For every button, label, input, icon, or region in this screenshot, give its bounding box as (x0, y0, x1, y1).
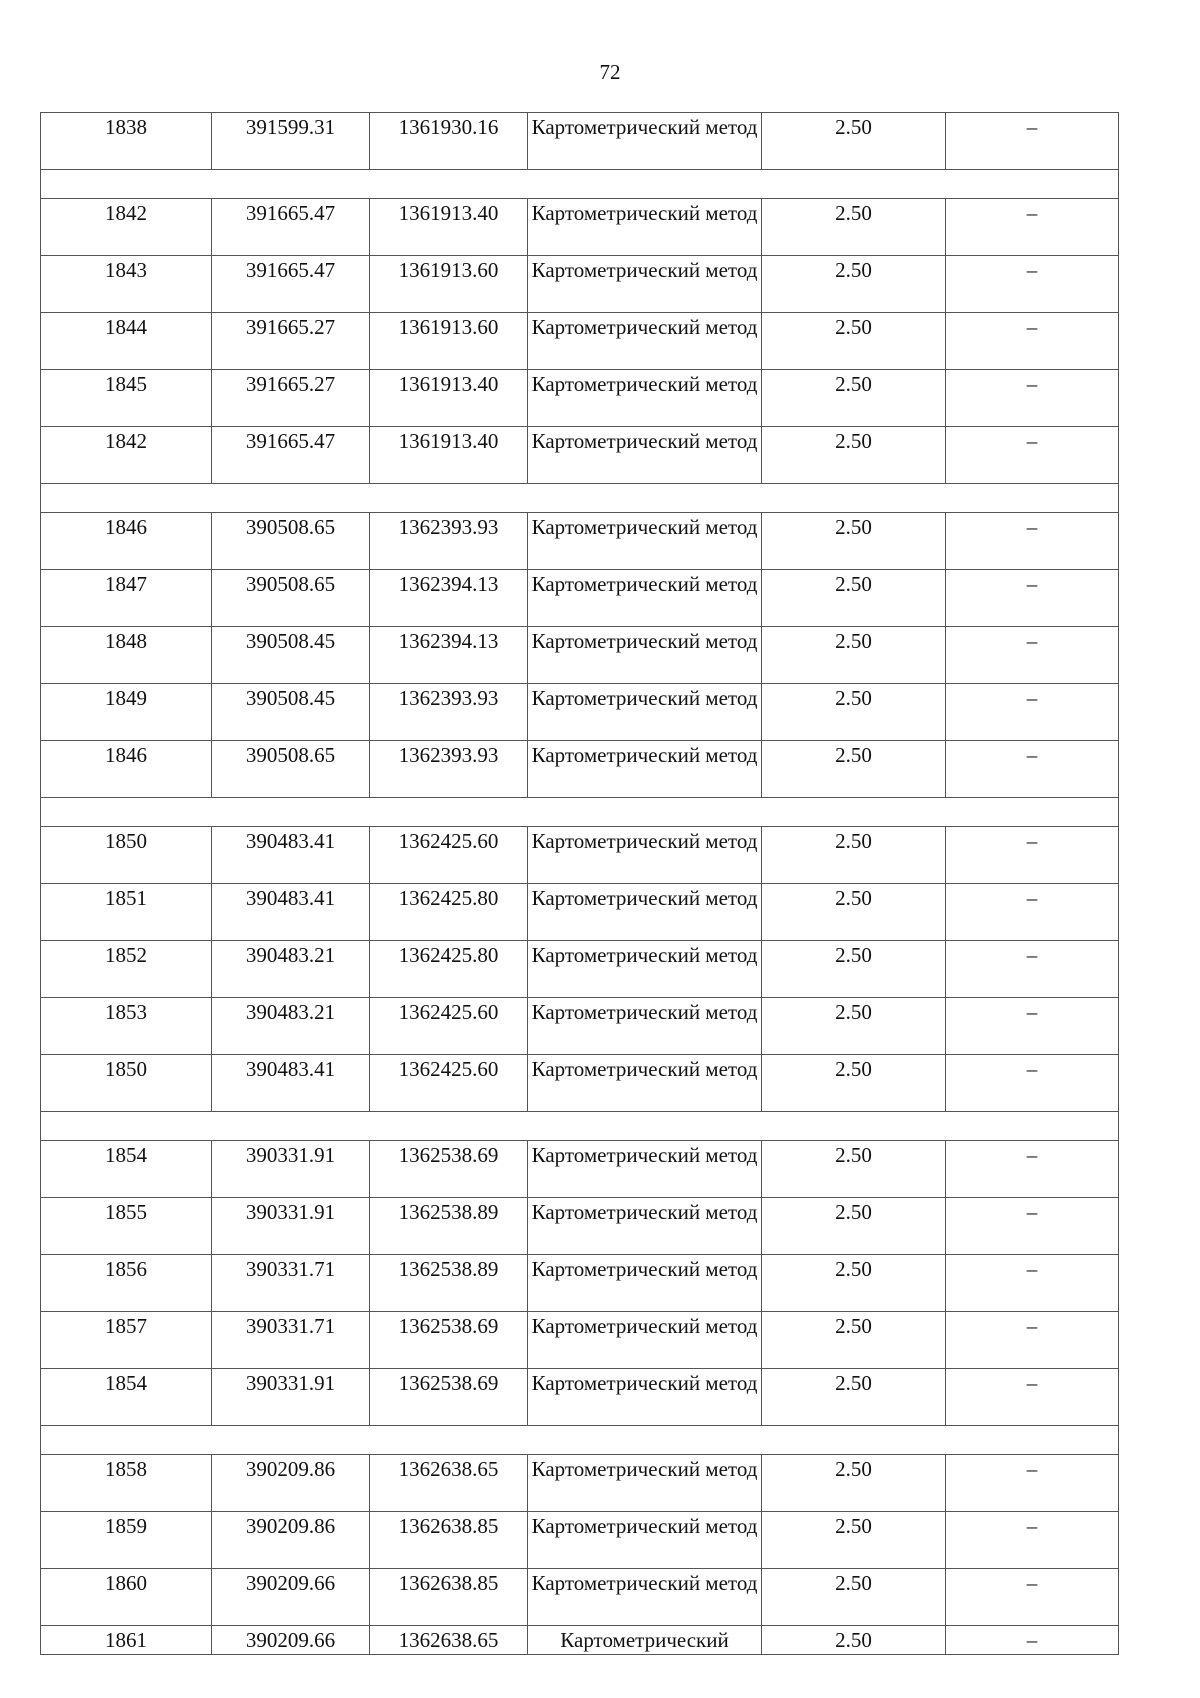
accuracy-cell: 2.50 (762, 1312, 946, 1369)
method-cell: Картометрический метод (528, 1312, 762, 1369)
accuracy-cell: 2.50 (762, 1198, 946, 1255)
x-coordinate-cell: 390209.66 (212, 1569, 370, 1626)
accuracy-cell: 2.50 (762, 313, 946, 370)
accuracy-cell: 2.50 (762, 827, 946, 884)
y-coordinate-cell: 1361913.40 (370, 427, 528, 484)
method-cell: Картометрический метод (528, 941, 762, 998)
accuracy-cell: 2.50 (762, 570, 946, 627)
method-cell: Картометрический метод (528, 256, 762, 313)
point-number-cell: 1846 (41, 741, 212, 798)
method-cell: Картометрический метод (528, 313, 762, 370)
separator-row (41, 1112, 1119, 1141)
x-coordinate-cell: 391665.47 (212, 427, 370, 484)
point-number-cell: 1857 (41, 1312, 212, 1369)
description-cell: – (946, 313, 1119, 370)
y-coordinate-cell: 1362394.13 (370, 570, 528, 627)
y-coordinate-cell: 1361913.40 (370, 199, 528, 256)
x-coordinate-cell: 391665.27 (212, 370, 370, 427)
point-number-cell: 1854 (41, 1141, 212, 1198)
table-row (41, 998, 1119, 1055)
description-cell: – (946, 1626, 1119, 1655)
accuracy-cell: 2.50 (762, 1369, 946, 1426)
table-row (41, 1255, 1119, 1312)
point-number-cell: 1853 (41, 998, 212, 1055)
method-cell: Картометрический метод (528, 513, 762, 570)
accuracy-cell: 2.50 (762, 1569, 946, 1626)
description-cell: – (946, 199, 1119, 256)
description-cell: – (946, 741, 1119, 798)
y-coordinate-cell: 1362638.65 (370, 1455, 528, 1512)
method-cell: Картометрический метод (528, 1369, 762, 1426)
table-row (41, 427, 1119, 484)
y-coordinate-cell: 1362394.13 (370, 627, 528, 684)
page-number: 72 (599, 60, 621, 84)
method-cell: Картометрический метод (528, 684, 762, 741)
x-coordinate-cell: 390483.41 (212, 827, 370, 884)
accuracy-cell: 2.50 (762, 1626, 946, 1655)
point-number-cell: 1847 (41, 570, 212, 627)
y-coordinate-cell: 1362538.69 (370, 1369, 528, 1426)
table-row (41, 1512, 1119, 1569)
table-row (41, 1455, 1119, 1512)
accuracy-cell: 2.50 (762, 256, 946, 313)
method-cell: Картометрический метод (528, 427, 762, 484)
y-coordinate-cell: 1362538.89 (370, 1198, 528, 1255)
x-coordinate-cell: 391665.27 (212, 313, 370, 370)
point-number-cell: 1843 (41, 256, 212, 313)
table-row (41, 1569, 1119, 1626)
accuracy-cell: 2.50 (762, 199, 946, 256)
x-coordinate-cell: 391665.47 (212, 256, 370, 313)
table-row (41, 627, 1119, 684)
table-row (41, 741, 1119, 798)
separator-cell (41, 798, 1119, 827)
description-cell: – (946, 627, 1119, 684)
x-coordinate-cell: 390508.65 (212, 513, 370, 570)
accuracy-cell: 2.50 (762, 941, 946, 998)
table-row (41, 199, 1119, 256)
method-cell: Картометрический метод (528, 1455, 762, 1512)
description-cell: – (946, 256, 1119, 313)
y-coordinate-cell: 1361913.60 (370, 256, 528, 313)
method-cell: Картометрический метод (528, 884, 762, 941)
description-cell: – (946, 570, 1119, 627)
method-cell: Картометрический метод (528, 1255, 762, 1312)
accuracy-cell: 2.50 (762, 513, 946, 570)
method-cell: Картометрический метод (528, 1512, 762, 1569)
x-coordinate-cell: 390209.86 (212, 1455, 370, 1512)
point-number-cell: 1844 (41, 313, 212, 370)
accuracy-cell: 2.50 (762, 1055, 946, 1112)
point-number-cell: 1854 (41, 1369, 212, 1426)
description-cell: – (946, 941, 1119, 998)
method-cell: Картометрический метод (528, 570, 762, 627)
point-number-cell: 1859 (41, 1512, 212, 1569)
description-cell: – (946, 827, 1119, 884)
description-cell: – (946, 1198, 1119, 1255)
y-coordinate-cell: 1361930.16 (370, 113, 528, 170)
y-coordinate-cell: 1362538.69 (370, 1141, 528, 1198)
x-coordinate-cell: 391665.47 (212, 199, 370, 256)
point-number-cell: 1861 (41, 1626, 212, 1655)
table-row (41, 884, 1119, 941)
point-number-cell: 1838 (41, 113, 212, 170)
description-cell: – (946, 684, 1119, 741)
coordinates-table (40, 112, 1119, 1655)
y-coordinate-cell: 1362538.89 (370, 1255, 528, 1312)
y-coordinate-cell: 1361913.40 (370, 370, 528, 427)
separator-row (41, 484, 1119, 513)
table-row (41, 1312, 1119, 1369)
description-cell: – (946, 113, 1119, 170)
x-coordinate-cell: 390483.21 (212, 998, 370, 1055)
description-cell: – (946, 1569, 1119, 1626)
accuracy-cell: 2.50 (762, 113, 946, 170)
y-coordinate-cell: 1362638.85 (370, 1512, 528, 1569)
method-cell: Картометрический метод (528, 1141, 762, 1198)
point-number-cell: 1842 (41, 199, 212, 256)
x-coordinate-cell: 390331.71 (212, 1312, 370, 1369)
y-coordinate-cell: 1361913.60 (370, 313, 528, 370)
y-coordinate-cell: 1362638.85 (370, 1569, 528, 1626)
y-coordinate-cell: 1362393.93 (370, 684, 528, 741)
table-row (41, 570, 1119, 627)
separator-row (41, 798, 1119, 827)
point-number-cell: 1848 (41, 627, 212, 684)
description-cell: – (946, 1312, 1119, 1369)
description-cell: – (946, 513, 1119, 570)
x-coordinate-cell: 390508.45 (212, 684, 370, 741)
point-number-cell: 1850 (41, 827, 212, 884)
accuracy-cell: 2.50 (762, 427, 946, 484)
table-row (41, 941, 1119, 998)
accuracy-cell: 2.50 (762, 741, 946, 798)
y-coordinate-cell: 1362538.69 (370, 1312, 528, 1369)
y-coordinate-cell: 1362425.80 (370, 884, 528, 941)
x-coordinate-cell: 391599.31 (212, 113, 370, 170)
description-cell: – (946, 998, 1119, 1055)
x-coordinate-cell: 390209.86 (212, 1512, 370, 1569)
description-cell: – (946, 427, 1119, 484)
description-cell: – (946, 1512, 1119, 1569)
description-cell: – (946, 1055, 1119, 1112)
x-coordinate-cell: 390483.21 (212, 941, 370, 998)
description-cell: – (946, 884, 1119, 941)
method-cell: Картометрический метод (528, 370, 762, 427)
y-coordinate-cell: 1362393.93 (370, 513, 528, 570)
x-coordinate-cell: 390508.65 (212, 741, 370, 798)
method-cell: Картометрический метод (528, 113, 762, 170)
description-cell: – (946, 1369, 1119, 1426)
accuracy-cell: 2.50 (762, 1255, 946, 1312)
accuracy-cell: 2.50 (762, 884, 946, 941)
method-cell: Картометрический метод (528, 1198, 762, 1255)
y-coordinate-cell: 1362393.93 (370, 741, 528, 798)
method-cell: Картометрический метод (528, 199, 762, 256)
point-number-cell: 1849 (41, 684, 212, 741)
table-row (41, 113, 1119, 170)
description-cell: – (946, 1255, 1119, 1312)
accuracy-cell: 2.50 (762, 1455, 946, 1512)
method-cell: Картометрический (528, 1626, 762, 1655)
accuracy-cell: 2.50 (762, 998, 946, 1055)
table-row (41, 1141, 1119, 1198)
x-coordinate-cell: 390508.45 (212, 627, 370, 684)
point-number-cell: 1855 (41, 1198, 212, 1255)
y-coordinate-cell: 1362425.60 (370, 827, 528, 884)
x-coordinate-cell: 390331.71 (212, 1255, 370, 1312)
method-cell: Картометрический метод (528, 741, 762, 798)
table-row (41, 1198, 1119, 1255)
point-number-cell: 1852 (41, 941, 212, 998)
method-cell: Картометрический метод (528, 998, 762, 1055)
point-number-cell: 1842 (41, 427, 212, 484)
table-row (41, 256, 1119, 313)
point-number-cell: 1856 (41, 1255, 212, 1312)
description-cell: – (946, 1141, 1119, 1198)
table-row (41, 313, 1119, 370)
x-coordinate-cell: 390483.41 (212, 884, 370, 941)
separator-cell (41, 484, 1119, 513)
separator-cell (41, 1112, 1119, 1141)
method-cell: Картометрический метод (528, 827, 762, 884)
x-coordinate-cell: 390331.91 (212, 1198, 370, 1255)
x-coordinate-cell: 390508.65 (212, 570, 370, 627)
y-coordinate-cell: 1362638.65 (370, 1626, 528, 1655)
description-cell: – (946, 370, 1119, 427)
separator-row (41, 170, 1119, 199)
coordinates-table-body (41, 113, 1119, 1655)
x-coordinate-cell: 390331.91 (212, 1369, 370, 1426)
accuracy-cell: 2.50 (762, 1512, 946, 1569)
table-row (41, 827, 1119, 884)
y-coordinate-cell: 1362425.60 (370, 998, 528, 1055)
y-coordinate-cell: 1362425.80 (370, 941, 528, 998)
point-number-cell: 1845 (41, 370, 212, 427)
x-coordinate-cell: 390209.66 (212, 1626, 370, 1655)
accuracy-cell: 2.50 (762, 684, 946, 741)
point-number-cell: 1858 (41, 1455, 212, 1512)
point-number-cell: 1851 (41, 884, 212, 941)
y-coordinate-cell: 1362425.60 (370, 1055, 528, 1112)
accuracy-cell: 2.50 (762, 370, 946, 427)
table-row (41, 1055, 1119, 1112)
description-cell: – (946, 1455, 1119, 1512)
x-coordinate-cell: 390331.91 (212, 1141, 370, 1198)
table-row (41, 370, 1119, 427)
point-number-cell: 1850 (41, 1055, 212, 1112)
method-cell: Картометрический метод (528, 627, 762, 684)
table-row (41, 513, 1119, 570)
separator-row (41, 1426, 1119, 1455)
separator-cell (41, 1426, 1119, 1455)
table-row (41, 1626, 1119, 1655)
accuracy-cell: 2.50 (762, 627, 946, 684)
point-number-cell: 1846 (41, 513, 212, 570)
table-row (41, 684, 1119, 741)
x-coordinate-cell: 390483.41 (212, 1055, 370, 1112)
accuracy-cell: 2.50 (762, 1141, 946, 1198)
table-row (41, 1369, 1119, 1426)
separator-cell (41, 170, 1119, 199)
point-number-cell: 1860 (41, 1569, 212, 1626)
method-cell: Картометрический метод (528, 1055, 762, 1112)
method-cell: Картометрический метод (528, 1569, 762, 1626)
